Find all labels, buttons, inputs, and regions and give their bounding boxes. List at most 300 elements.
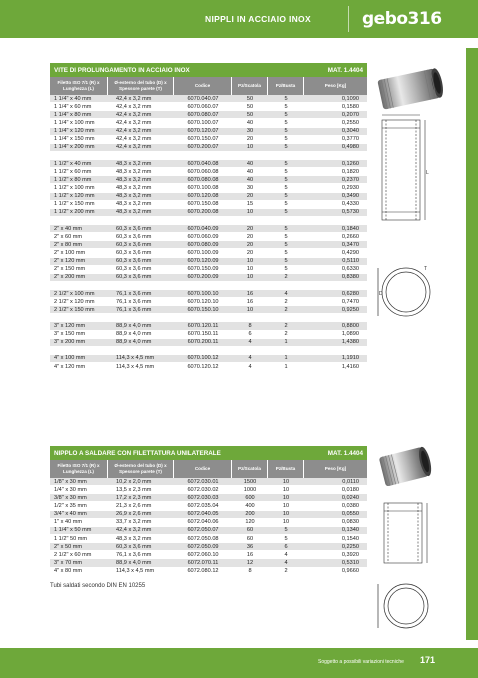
cell-weight: 0,3920: [341, 551, 359, 558]
table-row: [50, 543, 367, 551]
cell-pcs-bag: 5: [284, 103, 288, 110]
footer-note: Soggetto a possibili variazioni tecniche: [318, 659, 404, 665]
section-title: NIPPLO A SALDARE CON FILETTATURA UNILATERALE: [54, 449, 221, 457]
cell-weight: 0,4330: [341, 201, 359, 208]
cell-pcs-bag: 5: [284, 168, 288, 175]
cell-diameter-thickness: 60,3 x 3,6 mm: [116, 249, 152, 256]
cell-weight: 1,1910: [341, 355, 359, 362]
table-row: [50, 355, 367, 363]
cell-thread-length: 1 1/4" x 100 mm: [54, 119, 95, 126]
cell-diameter-thickness: 114,3 x 4,5 mm: [116, 363, 155, 370]
cell-pcs-bag: 5: [284, 233, 288, 240]
cell-thread-length: 1" x 40 mm: [54, 519, 83, 526]
cell-pcs-bag: 6: [284, 543, 288, 550]
cell-diameter-thickness: 48,3 x 3,2 mm: [116, 160, 152, 167]
cell-weight: 0,9660: [341, 568, 359, 575]
col-weight: Peso [Kg]: [324, 466, 347, 471]
cell-code: 6070.080.07: [187, 111, 219, 118]
cell-diameter-thickness: 42,4 x 3,2 mm: [116, 95, 152, 102]
page-header-title: NIPPLI IN ACCIAIO INOX: [205, 14, 311, 24]
cell-code: 6070.100.10: [187, 290, 219, 297]
cell-pcs-box: 600: [245, 494, 255, 501]
cell-pcs-box: 20: [246, 233, 254, 240]
cell-pcs-box: 15: [246, 201, 254, 208]
cell-pcs-bag: 5: [284, 160, 288, 167]
cell-pcs-box: 200: [245, 511, 255, 518]
cell-weight: 0,1840: [341, 225, 359, 232]
table-row: [50, 494, 367, 502]
cell-diameter-thickness: 42,4 x 3,2 mm: [116, 119, 152, 126]
cell-weight: 0,9250: [341, 306, 359, 313]
cell-pcs-box: 50: [246, 95, 254, 102]
section-header: [50, 446, 367, 460]
thickness-label: T: [424, 266, 428, 272]
cell-thread-length: 2" x 120 mm: [54, 258, 86, 265]
cell-weight: 0,5110: [342, 258, 359, 265]
cell-pcs-bag: 5: [284, 527, 288, 534]
cell-thread-length: 2" x 40 mm: [54, 225, 83, 232]
cell-diameter-thickness: 114,3 x 4,5 mm: [116, 355, 155, 362]
cell-weight: 0,0380: [341, 502, 359, 509]
cell-code: 6072.070.11: [187, 559, 219, 566]
cell-pcs-bag: 1: [284, 363, 288, 370]
cell-weight: 0,3490: [341, 193, 359, 200]
cell-weight: 0,3040: [341, 128, 359, 135]
cell-weight: 0,3470: [341, 241, 359, 248]
cell-thread-length: 1/8" x 30 mm: [54, 478, 87, 485]
cell-pcs-bag: 2: [284, 568, 288, 575]
cell-thread-length: 1 1/2" 50 mm: [54, 535, 88, 542]
cell-pcs-box: 10: [246, 258, 254, 265]
section-title: VITE DI PROLUNGAMENTO IN ACCIAIO INOX: [54, 66, 190, 74]
cell-pcs-box: 8: [248, 568, 252, 575]
extension-nipple-side-drawing: [370, 112, 432, 224]
cell-pcs-bag: 10: [282, 478, 290, 485]
cell-weight: 0,2370: [341, 176, 359, 183]
cell-code: 6070.100.08: [187, 184, 219, 191]
cell-diameter-thickness: 76,1 x 3,6 mm: [116, 551, 152, 558]
cell-code: 6072.030.02: [187, 486, 219, 493]
cell-pcs-box: 60: [246, 527, 254, 534]
cell-code: 6070.120.11: [187, 322, 219, 329]
cell-diameter-thickness: 48,3 x 3,2 mm: [116, 184, 152, 191]
cell-code: 6070.150.11: [187, 331, 219, 338]
cell-code: 6070.080.09: [187, 241, 219, 248]
cell-diameter-thickness: 76,1 x 3,6 mm: [116, 290, 152, 297]
table-row: [50, 225, 367, 233]
cell-pcs-box: 10: [246, 306, 254, 313]
cell-thread-length: 4" x 80 mm: [54, 568, 83, 575]
cell-code: 6070.120.08: [187, 193, 219, 200]
cell-diameter-thickness: 42,4 x 3,2 mm: [116, 136, 152, 143]
cell-weight: 0,0180: [341, 486, 359, 493]
cell-weight: 0,2250: [341, 543, 359, 550]
cell-pcs-box: 4: [248, 363, 252, 370]
cell-pcs-bag: 5: [284, 144, 288, 151]
table-header: [50, 77, 367, 95]
side-rail: [466, 48, 478, 640]
cell-pcs-bag: 2: [284, 322, 288, 329]
cell-thread-length: 2" x 150 mm: [54, 266, 86, 273]
cell-pcs-bag: 5: [284, 258, 288, 265]
extension-nipple-section-drawing: [372, 260, 436, 324]
cell-thread-length: 3/8" x 30 mm: [54, 494, 87, 501]
cell-code: 6070.080.08: [187, 176, 219, 183]
cell-pcs-box: 30: [246, 128, 254, 135]
table-row: [50, 193, 367, 201]
col-diameter-thickness: Ø-esterno del tubo (D) x Spessore parete (T): [108, 77, 174, 95]
cell-diameter-thickness: 33,7 x 3,2 mm: [116, 519, 152, 526]
cell-pcs-bag: 10: [282, 486, 290, 493]
cell-weight: 0,5310: [341, 559, 359, 566]
cell-pcs-bag: 5: [284, 241, 288, 248]
cell-diameter-thickness: 13,5 x 2,3 mm: [116, 486, 152, 493]
cell-thread-length: 1/2" x 35 mm: [54, 502, 87, 509]
cell-pcs-box: 40: [246, 176, 254, 183]
table-row: [50, 258, 367, 266]
cell-code: 6070.060.08: [187, 168, 219, 175]
section-extension-nipples: [50, 63, 367, 371]
cell-pcs-box: 20: [246, 225, 254, 232]
weld-nipple-photo: [372, 438, 434, 498]
cell-pcs-bag: 5: [284, 128, 288, 135]
cell-diameter-thickness: 17,2 x 2,3 mm: [116, 494, 152, 501]
table-row: [50, 502, 367, 510]
table-row: [50, 519, 367, 527]
group-spacer: [50, 314, 367, 322]
group-spacer: [50, 152, 367, 160]
weld-nipple-side-drawing: [372, 497, 434, 567]
cell-diameter-thickness: 60,3 x 3,6 mm: [116, 233, 152, 240]
cell-pcs-box: 16: [246, 551, 254, 558]
cell-code: 6072.050.09: [187, 543, 219, 550]
cell-thread-length: 2 1/2" x 60 mm: [54, 551, 92, 558]
cell-pcs-bag: 5: [284, 119, 288, 126]
cell-pcs-box: 16: [246, 298, 254, 305]
cell-diameter-thickness: 10,2 x 2,0 mm: [116, 478, 152, 485]
table-row: [50, 535, 367, 543]
cell-weight: 0,4980: [341, 144, 359, 151]
cell-diameter-thickness: 42,4 x 3,2 mm: [116, 128, 152, 135]
cell-diameter-thickness: 48,3 x 3,2 mm: [116, 209, 152, 216]
cell-code: 6070.200.07: [187, 144, 219, 151]
cell-thread-length: 1 1/4" x 50 mm: [54, 527, 92, 534]
standard-note: Tubi saldati secondo DIN EN 10255: [50, 583, 146, 589]
cell-thread-length: 2" x 60 mm: [54, 233, 83, 240]
cell-pcs-box: 20: [246, 249, 254, 256]
col-thread-length: Filetto ISO 7/1 (R) x Lunghezza (L): [50, 460, 108, 478]
cell-pcs-box: 1000: [243, 486, 257, 493]
cell-thread-length: 1 1/4" x 200 mm: [54, 144, 95, 151]
cell-pcs-bag: 2: [284, 298, 288, 305]
group-spacer: [50, 347, 367, 355]
cell-pcs-box: 60: [246, 535, 254, 542]
table-row: [50, 249, 367, 257]
cell-thread-length: 2 1/2" x 150 mm: [54, 306, 95, 313]
cell-diameter-thickness: 60,3 x 3,6 mm: [116, 241, 152, 248]
cell-pcs-box: 4: [248, 339, 252, 346]
cell-pcs-box: 10: [246, 209, 254, 216]
table-row: [50, 176, 367, 184]
cell-thread-length: 1 1/2" x 150 mm: [54, 201, 95, 208]
cell-pcs-bag: 10: [282, 502, 290, 509]
col-pcs-box: Pz/Scatola: [232, 77, 268, 95]
cell-pcs-bag: 5: [284, 266, 288, 273]
table-row: [50, 95, 367, 103]
col-weight: Peso [Kg]: [324, 83, 347, 88]
table-row: [50, 201, 367, 209]
section-weld-nipples: [50, 446, 367, 576]
col-pcs-bag: Pz/Busta: [268, 460, 304, 478]
col-code: Codice: [174, 460, 232, 478]
brand-logo: gebo316: [362, 9, 442, 29]
cell-pcs-box: 8: [248, 322, 252, 329]
cell-code: 6072.040.06: [187, 519, 219, 526]
cell-code: 6070.100.09: [187, 249, 219, 256]
cell-pcs-bag: 4: [284, 559, 288, 566]
cell-diameter-thickness: 42,4 x 3,2 mm: [116, 111, 152, 118]
footer-band: [0, 648, 478, 678]
cell-weight: 0,1090: [341, 95, 359, 102]
cell-pcs-bag: 5: [284, 136, 288, 143]
cell-pcs-bag: 1: [284, 339, 288, 346]
cell-pcs-bag: 5: [284, 111, 288, 118]
cell-pcs-box: 400: [245, 502, 255, 509]
cell-weight: 0,6280: [341, 290, 359, 297]
cell-pcs-bag: 4: [284, 290, 288, 297]
cell-pcs-bag: 1: [284, 355, 288, 362]
table-row: [50, 128, 367, 136]
cell-diameter-thickness: 60,3 x 3,6 mm: [116, 274, 152, 281]
cell-pcs-box: 30: [246, 184, 254, 191]
col-pcs-box: Pz/Scatola: [232, 460, 268, 478]
diameter-label: D: [379, 291, 383, 297]
table-row: [50, 209, 367, 217]
cell-diameter-thickness: 60,3 x 3,6 mm: [116, 266, 152, 273]
cell-weight: 1,0890: [341, 331, 359, 338]
cell-diameter-thickness: 42,4 x 3,2 mm: [116, 527, 152, 534]
cell-thread-length: 3" x 150 mm: [54, 331, 86, 338]
cell-diameter-thickness: 26,9 x 2,6 mm: [116, 511, 152, 518]
cell-diameter-thickness: 48,3 x 3,2 mm: [116, 193, 152, 200]
table-row: [50, 298, 367, 306]
table-row: [50, 331, 367, 339]
cell-thread-length: 2" x 100 mm: [54, 249, 86, 256]
cell-thread-length: 1 1/2" x 120 mm: [54, 193, 95, 200]
cell-pcs-bag: 5: [284, 535, 288, 542]
cell-code: 6070.040.07: [187, 95, 219, 102]
cell-pcs-box: 20: [246, 136, 254, 143]
cell-pcs-box: 40: [246, 160, 254, 167]
cell-thread-length: 2 1/2" x 120 mm: [54, 298, 95, 305]
group-spacer: [50, 217, 367, 225]
cell-thread-length: 1 1/4" x 60 mm: [54, 103, 92, 110]
table-row: [50, 241, 367, 249]
cell-pcs-box: 50: [246, 111, 254, 118]
cell-weight: 0,1540: [341, 535, 359, 542]
cell-pcs-bag: 5: [284, 201, 288, 208]
weld-nipple-section-drawing: [372, 576, 434, 636]
cell-code: 6072.060.10: [187, 551, 219, 558]
cell-thread-length: 4" x 120 mm: [54, 363, 86, 370]
group-spacer: [50, 282, 367, 290]
material-label: MAT. 1.4404: [327, 66, 363, 74]
cell-weight: 0,8800: [341, 322, 359, 329]
cell-weight: 1,4380: [341, 339, 359, 346]
table-row: [50, 486, 367, 494]
section-header: [50, 63, 367, 77]
cell-weight: 0,5730: [341, 209, 359, 216]
cell-code: 6072.035.04: [187, 502, 219, 509]
cell-weight: 0,3770: [341, 136, 359, 143]
table-row: [50, 363, 367, 371]
cell-pcs-bag: 5: [284, 176, 288, 183]
table-header: [50, 460, 367, 478]
cell-diameter-thickness: 42,4 x 3,2 mm: [116, 144, 152, 151]
cell-diameter-thickness: 76,1 x 3,6 mm: [116, 298, 152, 305]
cell-code: 6070.120.07: [187, 128, 219, 135]
cell-code: 6070.120.09: [187, 258, 219, 265]
table-row: [50, 144, 367, 152]
table-row: [50, 103, 367, 111]
cell-code: 6070.120.10: [187, 298, 219, 305]
col-pcs-bag: Pz/Busta: [268, 77, 304, 95]
cell-code: 6070.120.12: [187, 363, 219, 370]
cell-weight: 0,1340: [341, 527, 359, 534]
cell-pcs-box: 20: [246, 241, 254, 248]
cell-code: 6070.200.09: [187, 274, 219, 281]
cell-thread-length: 1 1/4" x 80 mm: [54, 111, 92, 118]
table-row: [50, 511, 367, 519]
cell-diameter-thickness: 60,3 x 3,6 mm: [116, 225, 152, 232]
cell-diameter-thickness: 60,3 x 3,6 mm: [116, 258, 152, 265]
cell-pcs-box: 1500: [243, 478, 257, 485]
cell-pcs-box: 120: [245, 519, 255, 526]
cell-thread-length: 3/4" x 40 mm: [54, 511, 87, 518]
cell-pcs-bag: 2: [284, 306, 288, 313]
cell-code: 6070.100.07: [187, 119, 219, 126]
cell-thread-length: 1 1/4" x 120 mm: [54, 128, 95, 135]
cell-thread-length: 1/4" x 30 mm: [54, 486, 87, 493]
cell-code: 6070.060.09: [187, 233, 219, 240]
cell-thread-length: 1 1/4" x 150 mm: [54, 136, 95, 143]
table-row: [50, 339, 367, 347]
cell-weight: 0,1580: [341, 103, 359, 110]
cell-thread-length: 3" x 70 mm: [54, 559, 83, 566]
cell-thread-length: 2 1/2" x 100 mm: [54, 290, 95, 297]
cell-code: 6070.040.09: [187, 225, 219, 232]
cell-pcs-box: 10: [246, 144, 254, 151]
table-row: [50, 184, 367, 192]
cell-weight: 1,4160: [341, 363, 359, 370]
table-row: [50, 136, 367, 144]
material-label: MAT. 1.4404: [327, 449, 363, 457]
cell-pcs-box: 36: [246, 543, 254, 550]
cell-thread-length: 2" x 80 mm: [54, 241, 83, 248]
cell-pcs-bag: 5: [284, 209, 288, 216]
table-row: [50, 322, 367, 330]
cell-weight: 0,6330: [341, 266, 359, 273]
cell-diameter-thickness: 21,3 x 2,6 mm: [116, 502, 152, 509]
cell-pcs-box: 40: [246, 168, 254, 175]
cell-diameter-thickness: 76,1 x 3,6 mm: [116, 306, 152, 313]
page-number: 171: [420, 655, 436, 665]
cell-pcs-box: 10: [246, 274, 254, 281]
cell-pcs-box: 50: [246, 103, 254, 110]
cell-code: 6070.100.12: [187, 355, 219, 362]
length-label: L: [426, 170, 429, 176]
col-code: Codice: [174, 77, 232, 95]
table-row: [50, 274, 367, 282]
table-row: [50, 478, 367, 486]
cell-code: 6072.080.12: [187, 568, 219, 575]
table-row: [50, 568, 367, 576]
cell-weight: 0,0110: [342, 478, 359, 485]
cell-code: 6070.060.07: [187, 103, 219, 110]
cell-thread-length: 1 1/2" x 80 mm: [54, 176, 92, 183]
cell-pcs-box: 6: [248, 331, 252, 338]
cell-diameter-thickness: 88,9 x 4,0 mm: [116, 559, 152, 566]
cell-diameter-thickness: 88,9 x 4,0 mm: [116, 331, 152, 338]
cell-diameter-thickness: 88,9 x 4,0 mm: [116, 322, 152, 329]
cell-thread-length: 1 1/4" x 40 mm: [54, 95, 92, 102]
cell-thread-length: 1 1/2" x 60 mm: [54, 168, 92, 175]
table-row: [50, 266, 367, 274]
cell-weight: 0,2930: [341, 184, 359, 191]
cell-diameter-thickness: 48,3 x 3,2 mm: [116, 201, 152, 208]
cell-pcs-box: 20: [246, 193, 254, 200]
cell-weight: 0,0830: [341, 519, 359, 526]
table-row: [50, 559, 367, 567]
cell-diameter-thickness: 60,3 x 3,6 mm: [116, 543, 152, 550]
table-body: [50, 478, 367, 576]
cell-pcs-bag: 5: [284, 184, 288, 191]
table-body: [50, 95, 367, 371]
cell-code: 6070.150.09: [187, 266, 219, 273]
cell-pcs-box: 4: [248, 355, 252, 362]
col-thread-length: Filetto ISO 7/1 (R) x Lunghezza (L): [50, 77, 108, 95]
cell-code: 6070.150.10: [187, 306, 219, 313]
cell-diameter-thickness: 48,3 x 3,2 mm: [116, 535, 152, 542]
cell-weight: 0,7470: [341, 298, 359, 305]
table-row: [50, 233, 367, 241]
cell-weight: 0,4290: [341, 249, 359, 256]
cell-weight: 0,0240: [341, 494, 359, 501]
table-row: [50, 551, 367, 559]
cell-diameter-thickness: 48,3 x 3,2 mm: [116, 168, 152, 175]
cell-thread-length: 4" x 100 mm: [54, 355, 86, 362]
cell-pcs-bag: 5: [284, 95, 288, 102]
cell-diameter-thickness: 48,3 x 3,2 mm: [116, 176, 152, 183]
cell-thread-length: 3" x 120 mm: [54, 322, 86, 329]
table-row: [50, 160, 367, 168]
cell-thread-length: 2" x 50 mm: [54, 543, 83, 550]
cell-weight: 0,8380: [341, 274, 359, 281]
cell-diameter-thickness: 88,9 x 4,0 mm: [116, 339, 152, 346]
cell-weight: 0,2660: [341, 233, 359, 240]
cell-thread-length: 1 1/2" x 40 mm: [54, 160, 92, 167]
cell-thread-length: 2" x 200 mm: [54, 274, 86, 281]
cell-diameter-thickness: 42,4 x 3,2 mm: [116, 103, 152, 110]
table-row: [50, 306, 367, 314]
cell-code: 6072.030.01: [187, 478, 219, 485]
cell-code: 6072.040.05: [187, 511, 219, 518]
cell-pcs-box: 12: [246, 559, 254, 566]
cell-diameter-thickness: 114,3 x 4,5 mm: [116, 568, 155, 575]
cell-weight: 0,0550: [341, 511, 359, 518]
cell-pcs-box: 10: [246, 266, 254, 273]
cell-code: 6070.040.08: [187, 160, 219, 167]
